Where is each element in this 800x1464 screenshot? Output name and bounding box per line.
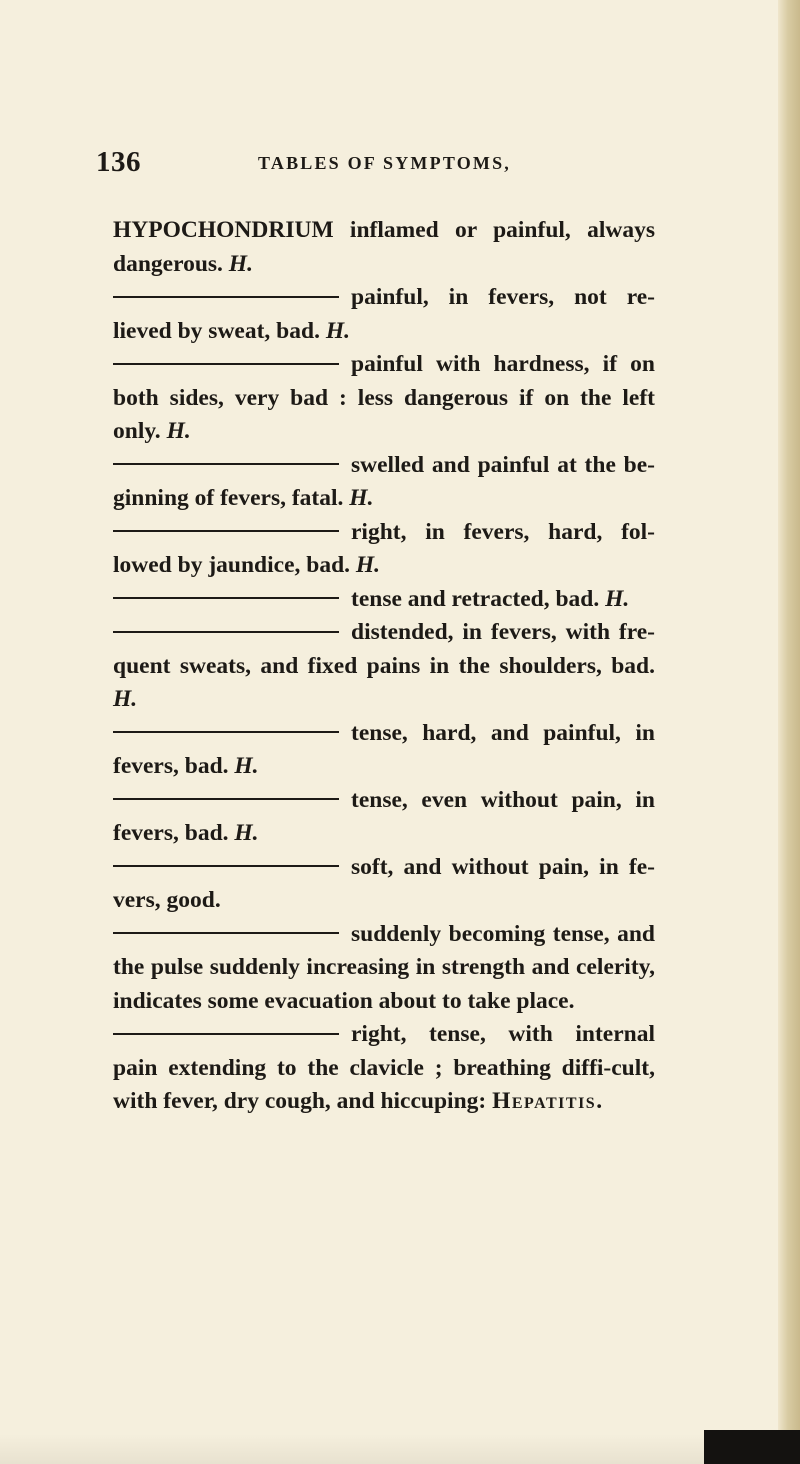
entry-reference: H. [228, 250, 253, 277]
entry-item [113, 281, 655, 348]
entry-reference: H. [325, 317, 350, 344]
entry-item [113, 1018, 655, 1119]
page-number: 136 [96, 146, 141, 178]
entry-text: swelled and painful at the be-ginning of fevers, fatal. [113, 451, 655, 511]
entry-text: right, in fevers, hard, fol-lowed by jaundice, bad. [113, 518, 655, 578]
ditto-dash [113, 1033, 339, 1035]
ditto-dash [113, 597, 339, 599]
ditto-dash [113, 363, 339, 365]
entry-reference: H. [234, 753, 259, 779]
ditto-dash [113, 296, 339, 298]
diagnosis-term: Hepatitis. [492, 1088, 604, 1114]
ditto-dash [113, 932, 339, 934]
entry-item [113, 449, 655, 516]
entry-item [113, 717, 655, 784]
entry-text: soft, and without pain, in fe-vers, good. [113, 853, 655, 913]
entry-reference: H. [355, 552, 381, 578]
ditto-dash [113, 530, 339, 532]
entry-text: tense, even without pain, in fevers, bad. [113, 786, 655, 846]
entry-reference: H. [166, 418, 191, 444]
entry-reference: H. [234, 820, 259, 846]
ditto-dash [113, 631, 339, 633]
entry-text: tense and retracted, bad. [351, 585, 606, 612]
page-header [96, 146, 716, 182]
entry-reference: H. [113, 686, 138, 712]
entry-item [113, 918, 655, 1019]
entry-text: painful, in fevers, not re-lieved by sweat, bad. [113, 284, 655, 344]
entry-heading: HYPOCHONDRIUM [113, 217, 334, 243]
entry-item [113, 516, 655, 583]
running-head: TABLES OF SYMPTOMS, [258, 153, 512, 173]
entry-text: suddenly becoming tense, and the pulse suddenly increasing in strength and celerity, indicates some evacuation about to take place. [113, 920, 655, 1014]
page-edge-shadow [778, 0, 800, 1464]
ditto-dash [113, 865, 339, 867]
ditto-dash [113, 731, 339, 733]
symptom-entries [113, 214, 655, 1119]
entry-hypochondrium [113, 214, 655, 281]
entry-reference: H. [349, 485, 374, 511]
entry-reference: H. [605, 585, 630, 612]
entry-item [113, 348, 655, 449]
entry-text: inflamed or painful, always dangerous. [113, 217, 655, 277]
entry-item [113, 851, 655, 918]
entry-text: tense, hard, and painful, in fevers, bad. [113, 719, 655, 779]
entry-text: painful with hardness, if on both sides, very bad : less dangerous if on the left only. [113, 351, 655, 444]
entry-item [113, 784, 655, 851]
entry-text: distended, in fevers, with fre-quent sweats, and fixed pains in the shoulders, bad. [113, 619, 655, 679]
entry-item [113, 583, 655, 617]
bottom-shadow [0, 1434, 800, 1464]
ditto-dash [113, 463, 339, 465]
entry-item [113, 616, 655, 717]
ditto-dash [113, 798, 339, 800]
entry-text: right, tense, with internal pain extending to the clavicle ; breathing diffi-cult, with fever, dry cough, and hiccuping: [113, 1021, 655, 1114]
scan-corner-mark [704, 1430, 800, 1464]
